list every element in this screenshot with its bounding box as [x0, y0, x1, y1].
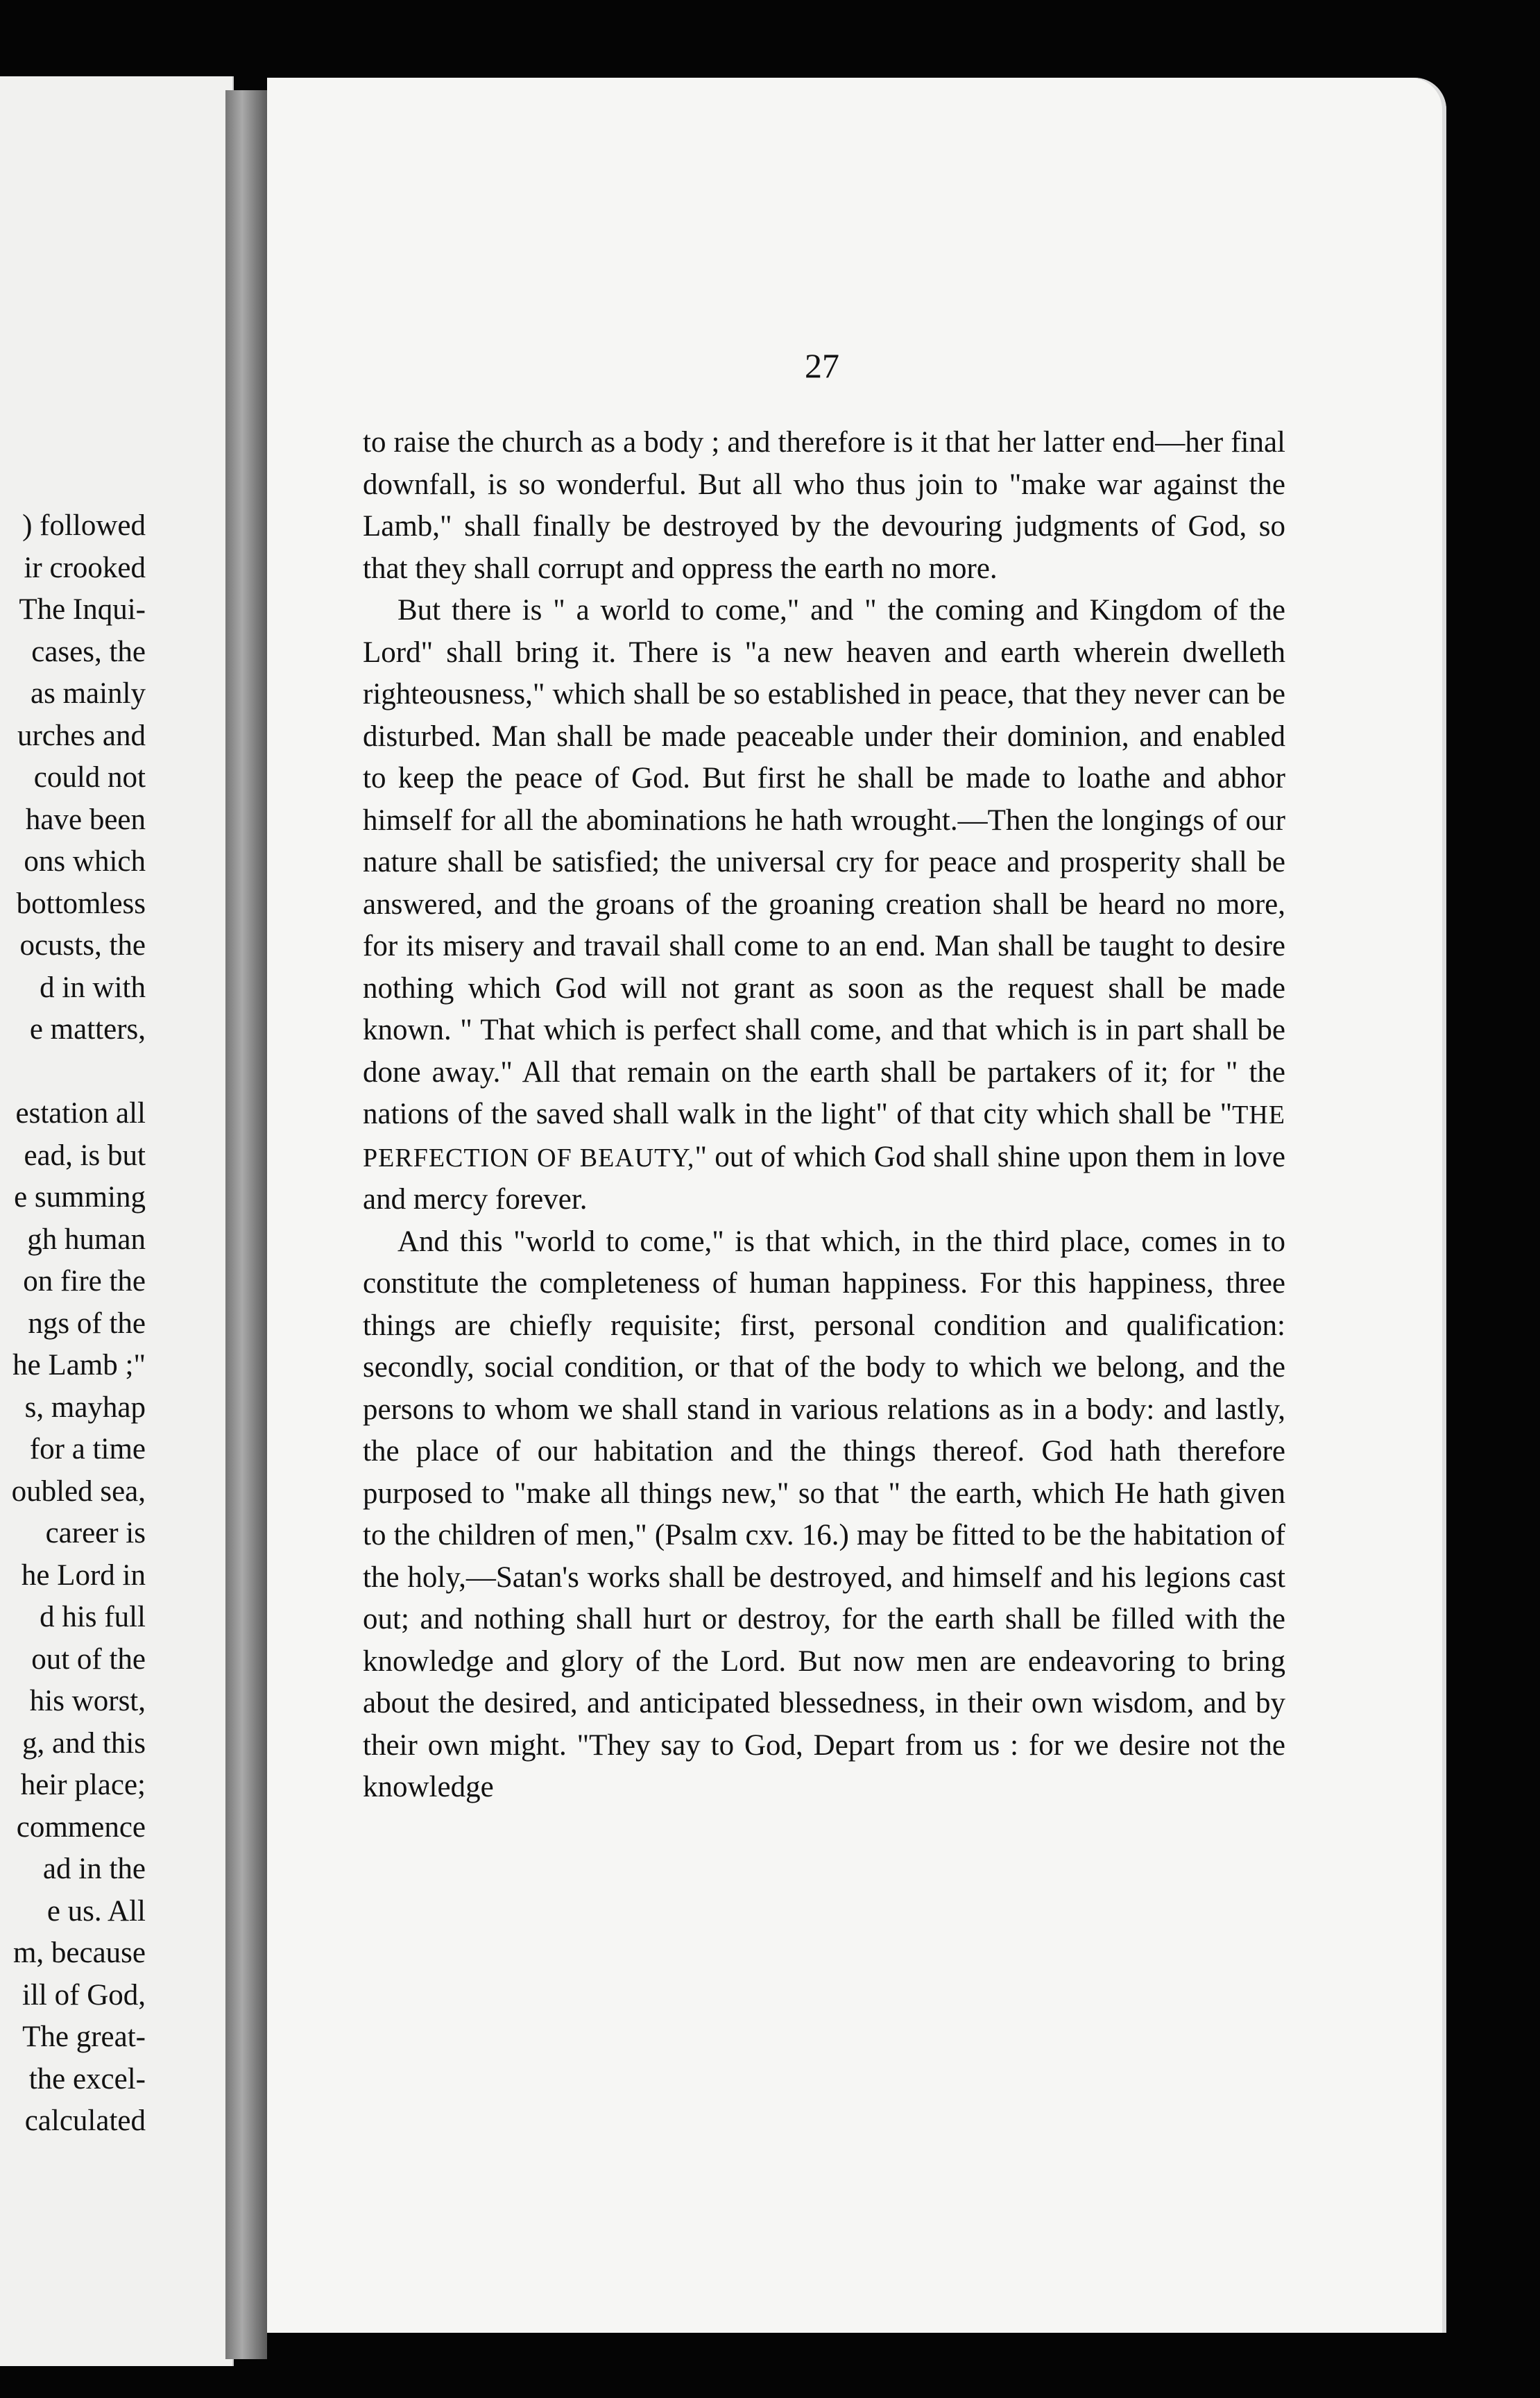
left-page	[0, 76, 234, 2366]
left-page-line: g, and this	[22, 1726, 146, 1760]
left-page-line: ) followed	[22, 509, 146, 542]
left-page-line	[0, 1051, 146, 1094]
left-page-line: estation all	[15, 1097, 146, 1130]
left-page-line: e us. All	[46, 1894, 146, 1928]
left-page-line: cases, the	[31, 635, 146, 668]
left-page-line: m, because	[12, 1937, 146, 1969]
left-page-line: d his full	[40, 1601, 146, 1633]
left-page-line: oubled sea,	[11, 1474, 146, 1508]
left-page-line: s, mayhap	[24, 1391, 146, 1424]
book-gutter	[225, 90, 267, 2359]
left-page-line: ead, is but	[24, 1139, 146, 1172]
left-page-line: ocusts, the	[19, 929, 146, 962]
left-page-line: his worst,	[29, 1685, 146, 1717]
left-page-line: ad in the	[42, 1853, 146, 1885]
left-page-line: urches and	[17, 719, 146, 752]
left-page-line: as mainly	[31, 677, 146, 710]
left-page-line: out of the	[31, 1642, 146, 1676]
left-page-line: e matters,	[29, 1013, 146, 1046]
paragraph-3: And this "world to come," is that which, in the third place, comes in to constitute the completeness of human happiness. For this happiness, three things are chiefly requisite; first, personal condition and qualification: secondly, social condition, or that of the body to which we belong, and the persons to whom we shall stand in various relations as in a body: and lastly, the place of our habitation and the things thereof. God hath therefore purposed to "make all things new," so that " the earth, which He hath given to the children of men," (Psalm cxv. 16.) may be fitted to be the habitation of the holy,—Satan's works shall be destroyed, and himself and his legions cast out; and nothing shall hurt or destroy, for the earth shall be filled with the knowledge and glory of the Lord. But now men are endeavoring to bring about the desired, and anticipated blessedness, in their own wisdom, and by their own might. "They say to God, Depart from us : for we desire not the knowledge	[363, 1225, 1285, 1803]
left-page-line: heir place;	[20, 1769, 146, 1801]
left-page-line: commence	[16, 1810, 146, 1844]
paragraph-2: But there is " a world to come," and " the coming and Kingdom of the Lord" shall bring it. There is "a new heaven and earth wherein dwelleth righteousness," which shall be so established in peace, that they never can be disturbed. Man shall be made peaceable under their dominion, and enabled to keep the peace of God. But first he shall be made to loathe and abhor himself for all the abominations he hath wrought.—Then the longings of our nature shall be satisfied; the universal cry for peace and prosperity shall be answered, and the groans of the groaning creation shall be heard no more, for its misery and travail shall come to an end. Man shall be taught to desire nothing which God will not grant as soon as the request shall be made known. " That which is perfect shall come, and that which is in part shall be done away." All that remain on the earth shall be partakers of it; for " the nations of the saved shall walk in the light" of that city which shall be "THE PERFECTION OF BEAUTY," out of which God shall shine upon them in love and mercy forever.	[363, 594, 1285, 1216]
page-number: 27	[805, 346, 839, 385]
left-page-line: career is	[45, 1517, 146, 1549]
left-page-line: for a time	[29, 1433, 146, 1465]
left-page-line: ir crooked	[24, 551, 146, 584]
left-page-line: calculated	[24, 2104, 146, 2137]
paragraph-1: to raise the church as a body ; and therefore is it that her latter end—her final downfall, is so wonderful. But all who thus join to "make war against the Lamb," shall finally be destroyed by the devouring judgments of God, so that they shall corrupt and oppress the earth no more.	[363, 426, 1285, 585]
left-page-line: could not	[33, 761, 146, 794]
left-page-line: have been	[25, 803, 146, 836]
left-page-line: e summing	[14, 1181, 146, 1214]
left-page-line: d in with	[40, 971, 146, 1004]
left-page-line: bottomless	[16, 887, 146, 920]
left-page-line: The Inqui-	[19, 593, 146, 626]
left-page-line: the excel-	[28, 2062, 146, 2095]
left-page-line: on fire the	[23, 1265, 146, 1298]
left-page-line: ill of God,	[22, 1978, 146, 2012]
body-text	[363, 422, 1285, 1809]
small-caps-phrase: THE PERFECTION OF BEAUTY,	[363, 1100, 1285, 1173]
left-page-line: he Lord in	[21, 1558, 146, 1592]
left-page-line: he Lamb ;"	[12, 1349, 146, 1381]
left-page-line: ngs of the	[28, 1307, 146, 1340]
left-page-line: gh human	[27, 1223, 146, 1256]
left-page-text	[0, 505, 146, 2143]
left-page-line: The great-	[22, 2021, 146, 2053]
left-page-line: ons which	[24, 845, 146, 878]
